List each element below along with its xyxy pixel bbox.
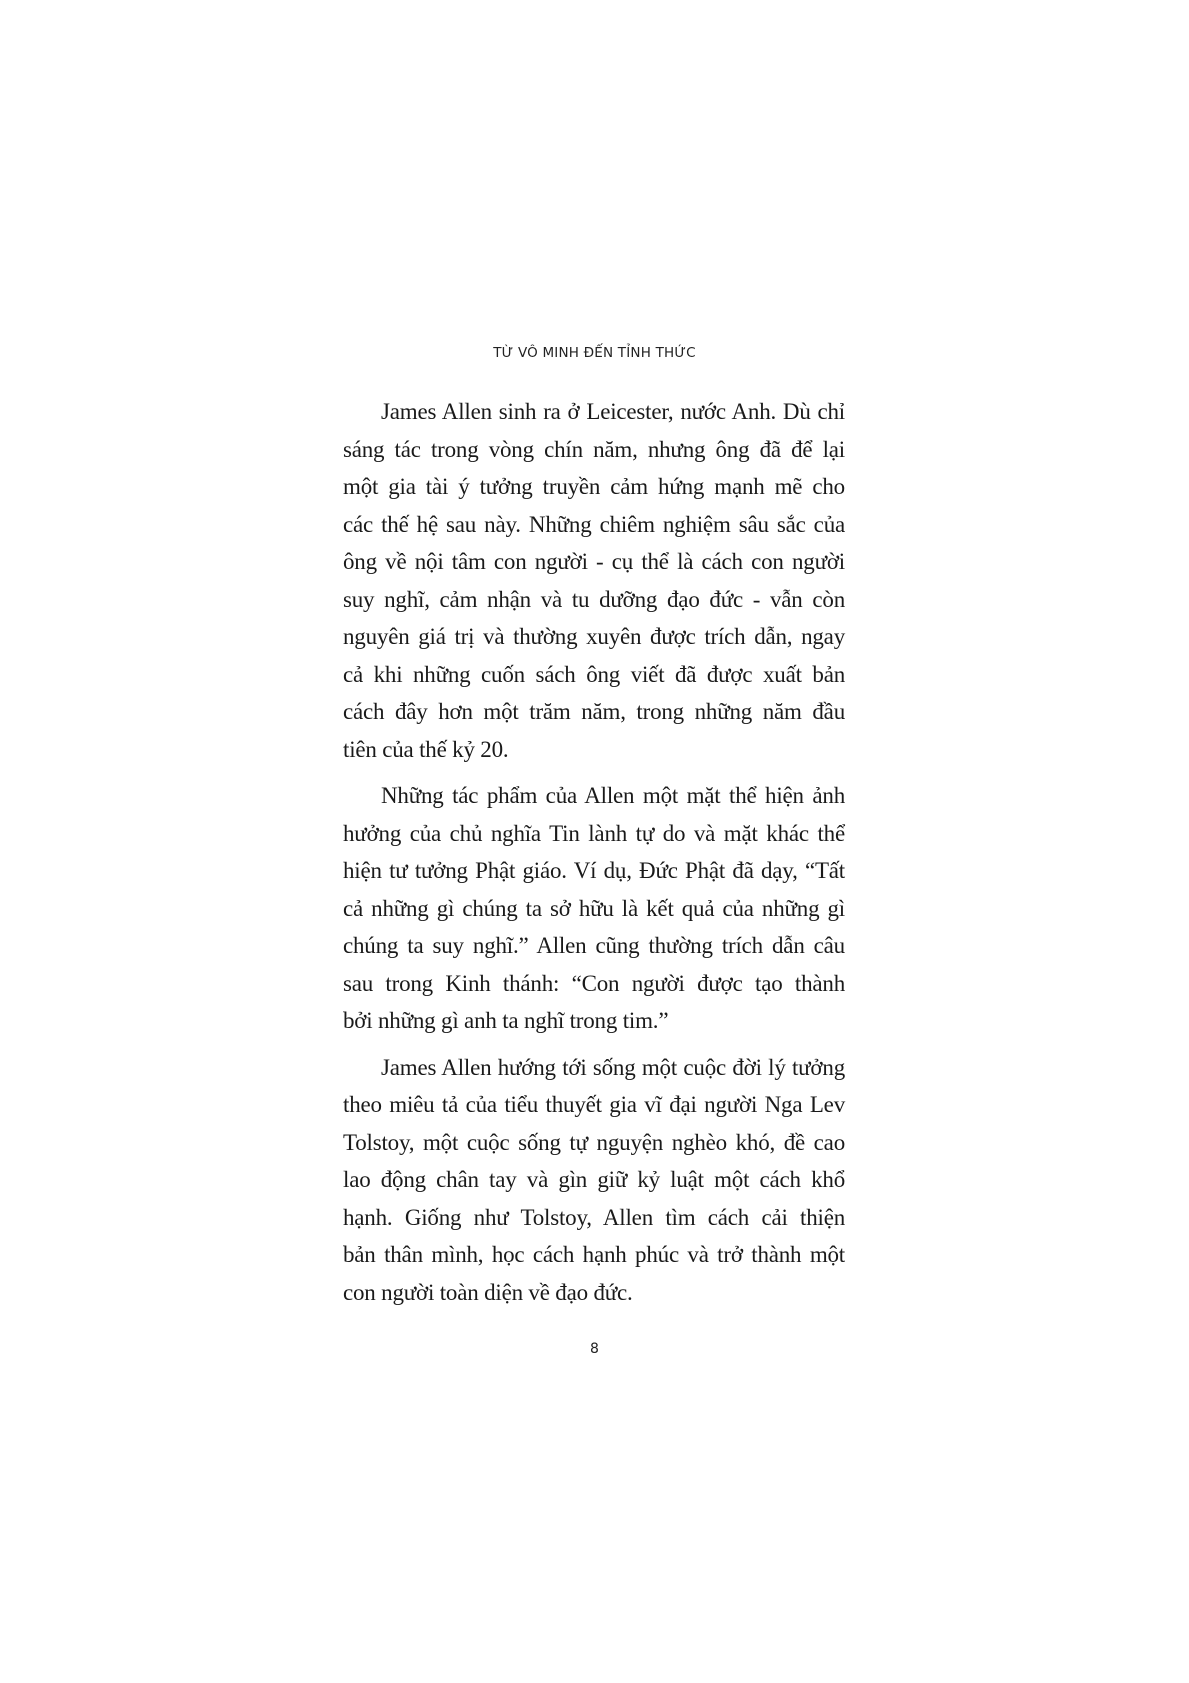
text-line: suy nghĩ, cảm nhận và tu dưỡng đạo đức - vẫn còn bbox=[343, 586, 845, 612]
text-line: các thế hệ sau này. Những chiêm nghiệm sâu sắc của bbox=[343, 511, 845, 537]
text-line: hưởng của chủ nghĩa Tin lành tự do và mặt khác thể bbox=[343, 820, 845, 846]
text-line: cả khi những cuốn sách ông viết đã được xuất bản bbox=[343, 661, 845, 687]
body-text bbox=[343, 393, 845, 1320]
text-line: theo miêu tả của tiểu thuyết gia vĩ đại người Nga Lev bbox=[343, 1092, 845, 1117]
text-line: hạnh. Giống như Tolstoy, Allen tìm cách cải thiện bbox=[343, 1204, 845, 1230]
text-line: Tolstoy, một cuộc sống tự nguyện nghèo khó, đề cao bbox=[343, 1129, 845, 1155]
paragraph bbox=[343, 777, 845, 1040]
text-line: James Allen hướng tới sống một cuộc đời lý tưởng bbox=[381, 1054, 845, 1080]
text-line: nguyên giá trị và thường xuyên được trích dẫn, ngay bbox=[343, 624, 845, 649]
paragraph bbox=[343, 1049, 845, 1312]
text-line: cách đây hơn một trăm năm, trong những năm đầu bbox=[343, 699, 845, 724]
text-line: lao động chân tay và gìn giữ kỷ luật một cách khổ bbox=[343, 1167, 845, 1192]
text-line: bởi những gì anh ta nghĩ trong tim.” bbox=[343, 1008, 669, 1033]
text-line: một gia tài ý tưởng truyền cảm hứng mạnh mẽ cho bbox=[343, 474, 845, 499]
text-line: James Allen sinh ra ở Leicester, nước Anh. Dù chỉ bbox=[381, 399, 845, 424]
text-line: hiện tư tưởng Phật giáo. Ví dụ, Đức Phật đã dạy, “Tất bbox=[343, 858, 845, 883]
text-line: sáng tác trong vòng chín năm, nhưng ông đã để lại bbox=[343, 436, 845, 462]
text-line: Những tác phẩm của Allen một mặt thể hiện ảnh bbox=[381, 783, 845, 808]
text-line: cả những gì chúng ta sở hữu là kết quả của những gì bbox=[343, 895, 845, 921]
running-head: TỪ VÔ MINH ĐẾN TỈNH THỨC bbox=[493, 345, 696, 361]
text-line: sau trong Kinh thánh: “Con người được tạo thành bbox=[343, 970, 845, 996]
text-line: tiên của thế kỷ 20. bbox=[343, 736, 509, 762]
text-line: bản thân mình, học cách hạnh phúc và trở thành một bbox=[343, 1242, 845, 1267]
page-number: 8 bbox=[590, 1341, 599, 1357]
text-line: chúng ta suy nghĩ.” Allen cũng thường trích dẫn câu bbox=[343, 933, 845, 958]
text-line: ông về nội tâm con người - cụ thể là cách con người bbox=[343, 549, 845, 574]
text-line: con người toàn diện về đạo đức. bbox=[343, 1279, 633, 1305]
paragraph bbox=[343, 393, 845, 768]
